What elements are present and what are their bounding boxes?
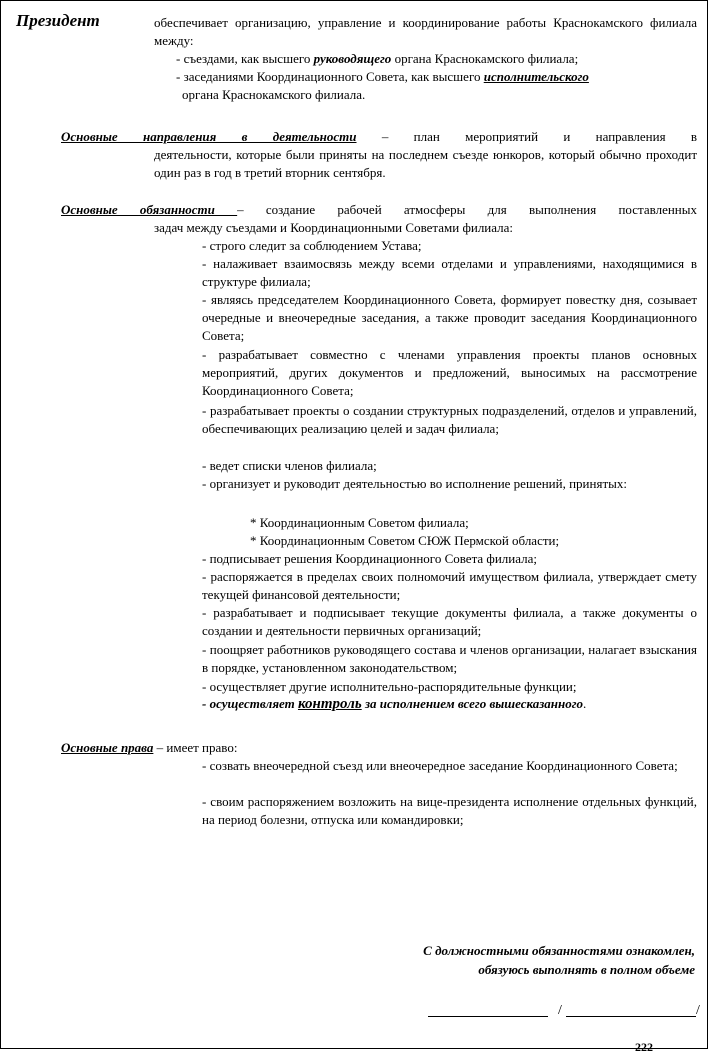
duty-item: - организует и руководит деятельностью во исполнение решений, принятых: xyxy=(202,476,627,491)
duty-item: - разрабатывает совместно с членами управления проекты планов основных мероприятий, других документов и предложений, выносимых на рассмотрение Координационного Совета; xyxy=(202,347,697,398)
name-blank xyxy=(566,1016,696,1017)
duties-heading: Основные обязанности xyxy=(61,202,238,217)
duty-subitem: * Координационным Советом филиала; xyxy=(250,515,469,530)
duties-text-cont: задач между съездами и Координационными Советами филиала: xyxy=(154,220,514,235)
duty-item: - строго следит за соблюдением Устава; xyxy=(202,238,422,253)
bullet-text: - съездами, как высшего xyxy=(176,51,314,66)
signature-blank xyxy=(428,1016,548,1017)
directions-heading: Основные направления в деятельности xyxy=(61,129,357,144)
signature-slash: / xyxy=(558,1003,562,1018)
duty-item: - осуществляет другие исполнительно-распорядительные функции; xyxy=(202,679,577,694)
duties-heading-line xyxy=(61,201,697,219)
signature-blanks xyxy=(428,1002,698,1020)
duty-item: - подписывает решения Координационного Совета филиала; xyxy=(202,551,538,566)
duty-text: . xyxy=(583,696,587,711)
president-bullet-council xyxy=(176,68,697,86)
president-intro: обеспечивает организацию, управление и координирование работы Краснокамского филиала между: xyxy=(154,15,697,48)
duty-subitem: * Координационным Советом СЮЖ Пермской области; xyxy=(250,533,560,548)
rights-item: - своим распоряжением возложить на вице-президента исполнение отдельных функций, на период болезни, отпуска или командировки; xyxy=(202,794,697,827)
signature-line-1: С должностными обязанностями ознакомлен, xyxy=(423,943,695,958)
page-number: 222 xyxy=(635,1040,653,1054)
duty-item: - являясь председателем Координационного Совета, формирует повестку дня, созывает очередные и внеочередные заседания, а также проводит заседания Координационного Совета; xyxy=(202,292,697,343)
duty-item: - ведет списки членов филиала; xyxy=(202,458,377,473)
directions-text: – план мероприятий и направления в xyxy=(356,129,698,144)
duty-item: - разрабатывает проекты о создании структурных подразделений, отделов и управлений, обеспечивающих реализацию целей и задач филиала; xyxy=(202,403,697,436)
rights-heading-line xyxy=(61,739,697,757)
bullet-emphasis: исполнительского xyxy=(483,69,589,84)
duty-item: - поощряет работников руководящего состава и членов организации, налагает взыскания в порядке, установленном законодательством; xyxy=(202,642,697,675)
directions-heading-line xyxy=(61,128,697,146)
duty-item: - распоряжается в пределах своих полномочий имуществом филиала, утверждает смету текущей финансовой деятельности; xyxy=(202,569,697,602)
directions-text-cont: деятельности, которые были приняты на последнем съезде юнкоров, который обычно проходит один раз в год в третий вторник сентября. xyxy=(154,147,697,180)
signature-line-2: обязуюсь выполнять в полном объеме xyxy=(478,962,695,977)
president-bullet-congress xyxy=(176,50,697,68)
duty-text: за исполнением всего вышесказанного xyxy=(361,696,584,711)
page-title: Президент xyxy=(16,11,100,30)
bullet-emphasis: руководящего xyxy=(313,51,392,66)
duty-emphasis: контроль xyxy=(297,696,362,712)
duty-text: - осуществляет xyxy=(202,696,298,711)
bullet-text: органа Краснокамского филиала; xyxy=(391,51,579,66)
president-bullet-council-cont: органа Краснокамского филиала. xyxy=(182,87,366,102)
duties-text: – создание рабочей атмосферы для выполнения поставленных xyxy=(237,202,697,217)
duty-item: - налаживает взаимосвязь между всеми отделами и управлениями, находящимися в структуре филиала; xyxy=(202,256,697,289)
bullet-text: - заседаниями Координационного Совета, как высшего xyxy=(176,69,484,84)
duty-item: - разрабатывает и подписывает текущие документы филиала, а также документы о создании и деятельности первичных организаций; xyxy=(202,605,697,638)
rights-item: - созвать внеочередной съезд или внеочередное заседание Координационного Совета; xyxy=(202,758,678,773)
rights-heading: Основные права xyxy=(61,740,154,755)
signature-slash: / xyxy=(696,1003,700,1018)
duty-item-control xyxy=(202,695,697,714)
rights-text: – имеет право: xyxy=(153,740,238,755)
